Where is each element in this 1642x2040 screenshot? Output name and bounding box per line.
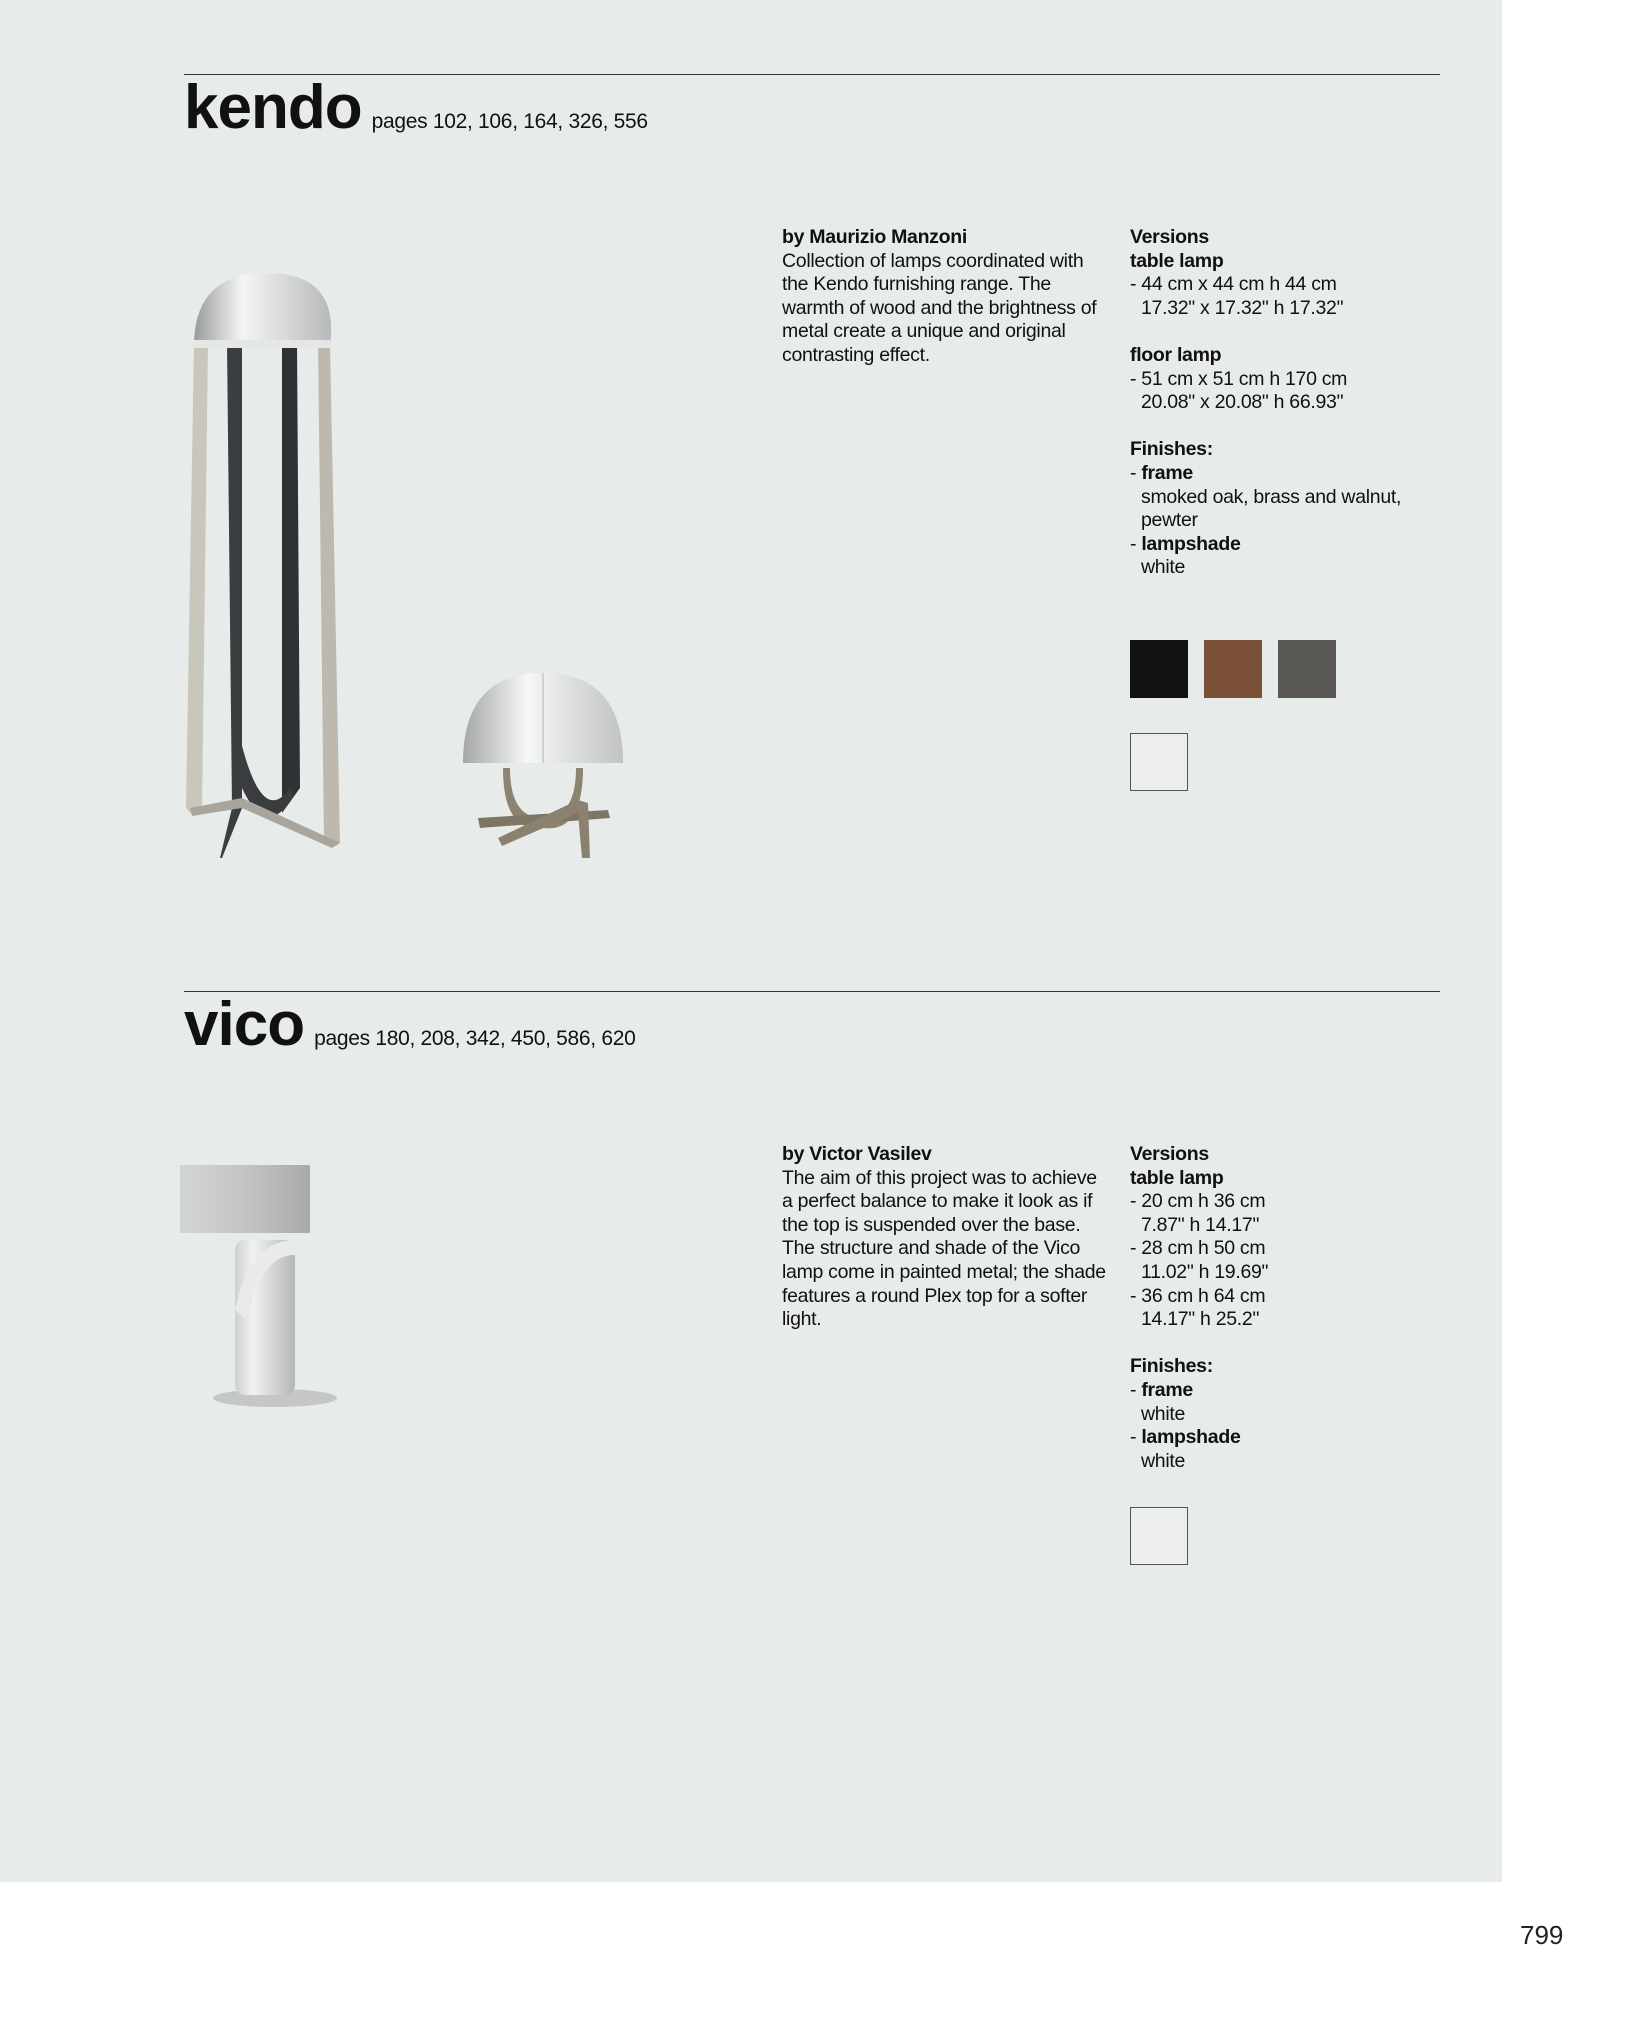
vico-heading (184, 989, 636, 1060)
vico-lamp-image (175, 1160, 345, 1420)
finish-label-line: - lampshade (1130, 1426, 1241, 1449)
finishes-title: Finishes: (1130, 438, 1213, 461)
swatch-brass-walnut (1204, 640, 1262, 698)
kendo-floor-lamp-image (182, 268, 352, 868)
finish-label-line: - frame (1130, 1378, 1193, 1401)
designer-credit: by Maurizio Manzoni (782, 226, 967, 248)
version-group-title: table lamp (1130, 1166, 1224, 1189)
product-description: Collection of lamps coordinated with the Kendo furnishing range. The warmth of wood and the brightness of metal create a unique and original contrasting effect. (782, 249, 1097, 366)
swatch-white (1130, 1507, 1188, 1565)
finish-label: frame (1141, 1378, 1193, 1401)
product-title: vico (184, 990, 305, 1059)
version-group-title: table lamp (1130, 249, 1224, 272)
kendo-table-lamp-image (458, 668, 628, 868)
versions-title: Versions (1130, 226, 1209, 248)
version-imperial: 7.87" h 14.17" (1141, 1213, 1260, 1236)
finish-label: lampshade (1141, 1426, 1241, 1449)
version-imperial: 14.17" h 25.2" (1141, 1308, 1260, 1331)
page-number: 799 (1520, 1920, 1564, 1950)
swatch-smoked-oak (1130, 640, 1188, 698)
vico-description-block (782, 1143, 1112, 1332)
version-metric: - 36 cm h 64 cm (1130, 1284, 1266, 1307)
finish-value: white (1141, 1402, 1186, 1425)
product-description: The aim of this project was to achieve a perfect balance to make it look as if the top is suspended over the base. The structure and shade of the Vico lamp come in painted metal; the shade features a round Plex top for a softer light. (782, 1166, 1106, 1331)
finish-label-line: - lampshade (1130, 532, 1241, 555)
finish-value: pewter (1141, 509, 1198, 532)
finish-value: smoked oak, brass and walnut, (1141, 485, 1402, 508)
version-metric: - 28 cm h 50 cm (1130, 1237, 1266, 1260)
swatch-white (1130, 733, 1188, 791)
finish-value: white (1141, 1449, 1186, 1472)
versions-title: Versions (1130, 1143, 1209, 1165)
version-metric: - 44 cm x 44 cm h 44 cm (1130, 273, 1337, 296)
version-imperial: 20.08" x 20.08" h 66.93" (1141, 391, 1344, 414)
finishes-title: Finishes: (1130, 1355, 1213, 1378)
swatch-pewter (1278, 640, 1336, 698)
version-imperial: 17.32" x 17.32" h 17.32" (1141, 296, 1344, 319)
finish-label-line: - frame (1130, 461, 1193, 484)
vico-specs (1130, 1143, 1460, 1473)
page-references: pages 102, 106, 164, 326, 556 (371, 110, 648, 133)
version-imperial: 11.02" h 19.69" (1141, 1260, 1269, 1283)
version-group-title: floor lamp (1130, 343, 1222, 366)
version-metric: - 20 cm h 36 cm (1130, 1190, 1266, 1213)
product-title: kendo (184, 73, 362, 142)
version-metric: - 51 cm x 51 cm h 170 cm (1130, 367, 1348, 390)
finish-value: white (1141, 556, 1186, 579)
finish-label: lampshade (1141, 532, 1241, 555)
kendo-description-block (782, 226, 1112, 368)
finish-label: frame (1141, 461, 1193, 484)
kendo-specs (1130, 226, 1460, 580)
kendo-heading (184, 72, 648, 143)
designer-credit: by Victor Vasilev (782, 1143, 932, 1165)
page-references: pages 180, 208, 342, 450, 586, 620 (314, 1027, 636, 1050)
